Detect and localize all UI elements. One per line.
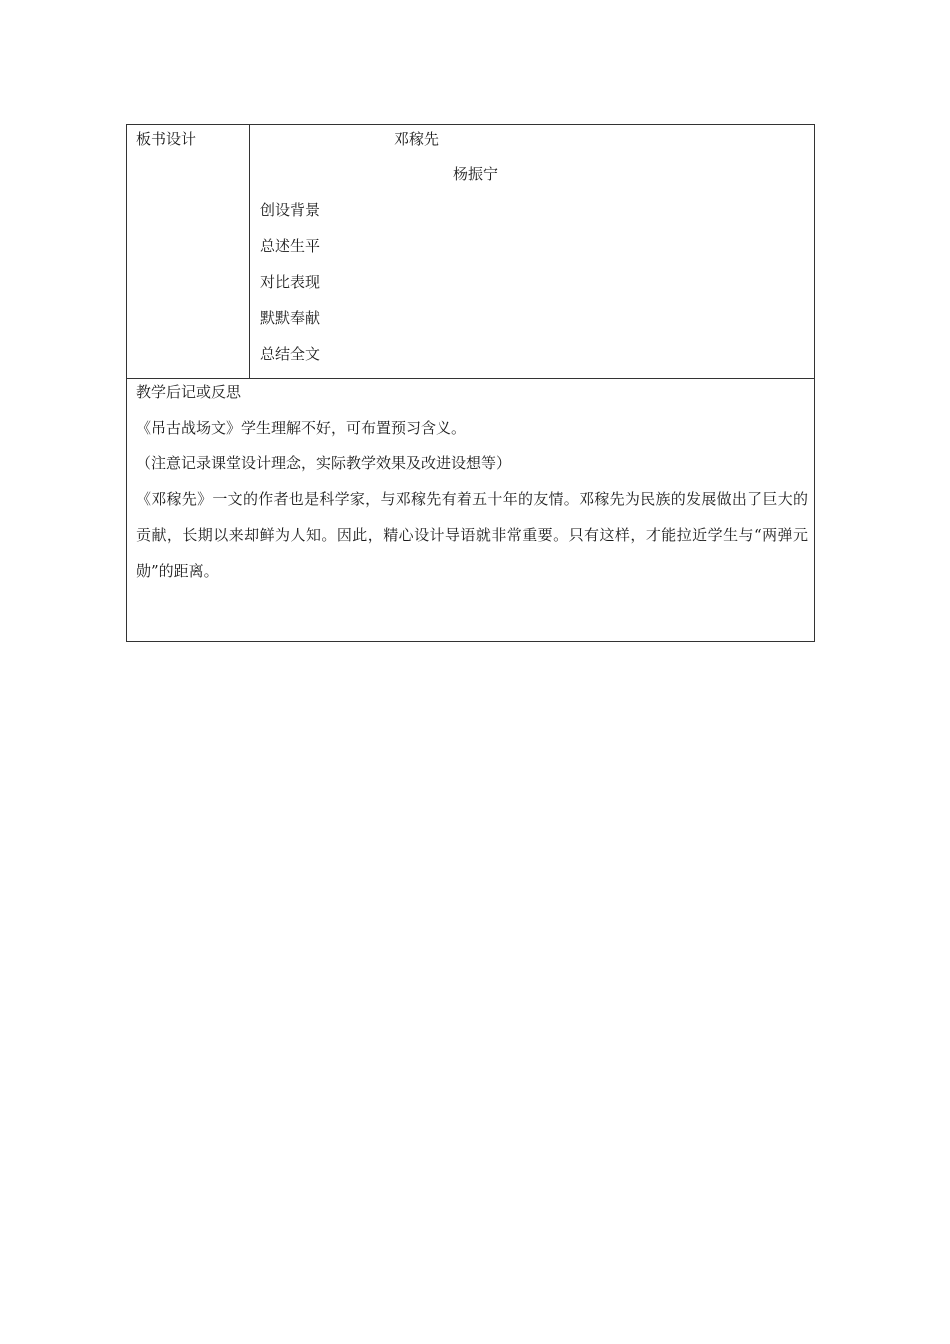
reflection-row xyxy=(127,379,814,641)
board-author: 杨振宁 xyxy=(453,165,499,183)
board-design-row xyxy=(127,125,814,379)
board-item: 创设背景 xyxy=(260,201,321,219)
reflection-hint: （注意记录课堂设计理念，实际教学效果及改进设想等） xyxy=(136,454,512,472)
reflection-note: 《吊古战场文》学生理解不好，可布置预习含义。 xyxy=(136,419,467,437)
board-design-label: 板书设计 xyxy=(136,130,197,148)
board-item: 默默奉献 xyxy=(260,309,321,327)
reflection-paragraph: 《邓稼先》一文的作者也是科学家，与邓稼先有着五十年的友情。邓稼先为民族的发展做出了巨大的贡献，长期以来却鲜为人知。因此，精心设计导语就非常重要。只有这样，才能拉近学生与“两弹元勋”的距离。 xyxy=(136,490,808,580)
reflection-label: 教学后记或反思 xyxy=(136,383,242,401)
board-design-label-cell xyxy=(127,125,250,378)
board-item: 对比表现 xyxy=(260,273,321,291)
board-item: 总述生平 xyxy=(260,237,321,255)
board-item: 总结全文 xyxy=(260,345,321,363)
lesson-table xyxy=(126,124,815,642)
board-title: 邓稼先 xyxy=(394,130,440,148)
